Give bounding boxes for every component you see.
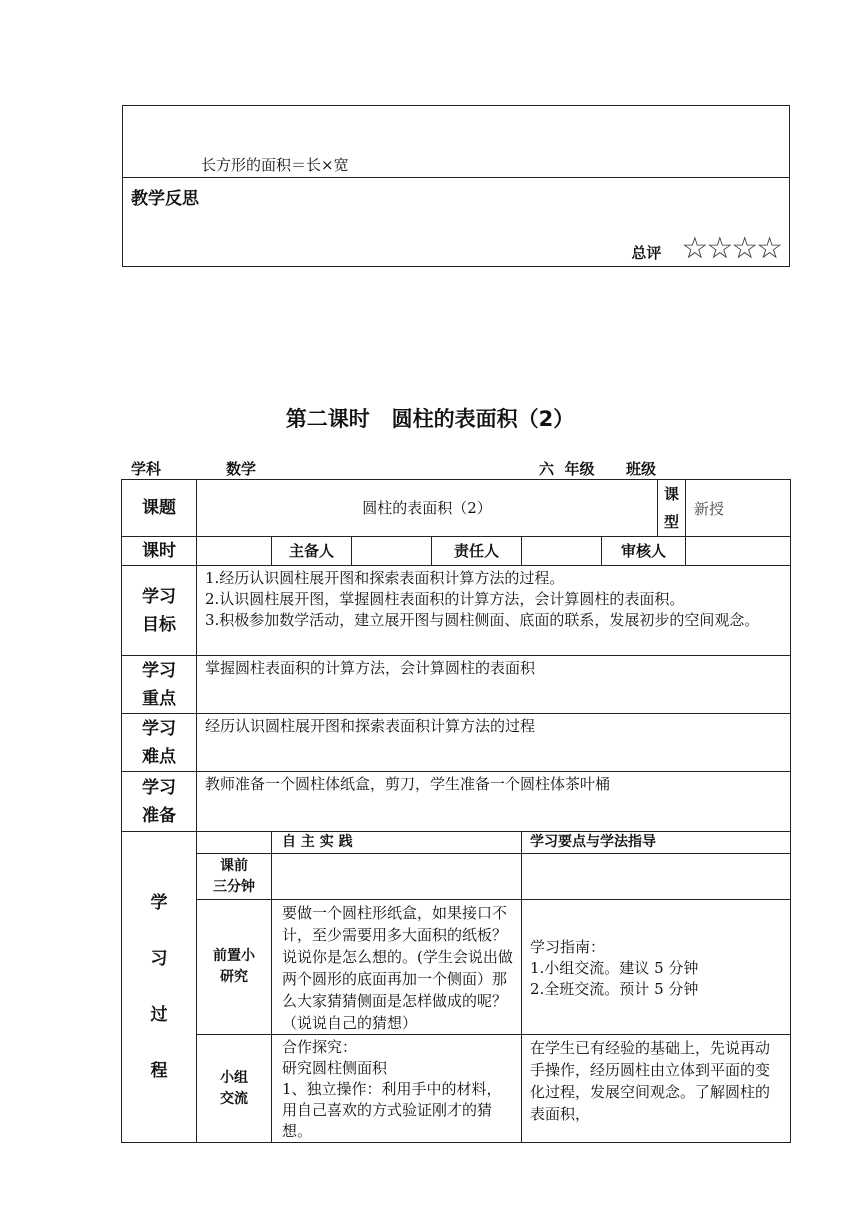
objectives-label: 学习 目标 (122, 566, 197, 656)
responsible-value (522, 537, 602, 566)
topic-label: 课题 (122, 480, 197, 537)
previous-lesson-table (122, 105, 790, 267)
subject-value: 数学 (226, 460, 257, 478)
key-label: 学习 重点 (122, 656, 197, 714)
grade-value: 六 年级 (539, 460, 595, 478)
guide-pre-study: 学习指南： 1.小组交流。建议 5 分钟 2.全班交流。预计 5 分钟 (522, 900, 791, 1035)
type-label: 课型 (658, 480, 686, 537)
reviewer-label: 审核人 (602, 537, 686, 566)
objective-1: 1.经历认识圆柱展开图和探索表面积计算方法的过程。 (205, 569, 565, 587)
reflection-label: 教学反思 (131, 189, 199, 209)
process-label: 学 习 过 程 (122, 832, 197, 1143)
prep-text: 教师准备一个圆柱体纸盒，剪刀，学生准备一个圆柱体茶叶桶 (197, 772, 791, 832)
rating-label: 总评 (631, 244, 662, 262)
practice-group-exchange: 合作探究： 研究圆柱侧面积 1、独立操作：利用手中的材料，用自己喜欢的方式验证刚才的猜想。 (272, 1035, 522, 1143)
objective-2: 2.认识圆柱展开图，掌握圆柱表面积的计算方法，会计算圆柱的表面积。 (205, 590, 685, 608)
objective-3: 3.积极参加数学活动，建立展开图与圆柱侧面、底面的联系，发展初步的空间观念。 (205, 611, 760, 629)
prep-label: 学习 准备 (122, 772, 197, 832)
guide-group-exchange: 在学生已有经验的基础上，先说再动手操作，经历圆柱由立体到平面的变化过程，发展空间观念。了解圆柱的表面积， (522, 1035, 791, 1143)
reflection-cell (123, 178, 790, 267)
responsible-label: 责任人 (432, 537, 522, 566)
formula-cell (123, 106, 790, 178)
period-label: 课时 (122, 537, 197, 566)
practice-header: 自 主 实 践 (272, 832, 522, 854)
practice-before-class (272, 854, 522, 900)
lesson-plan-table (121, 479, 791, 1143)
formula-text: 长方形的面积＝长×宽 (201, 156, 349, 174)
topic-value: 圆柱的表面积（2） (197, 480, 658, 537)
preparer-value (352, 537, 432, 566)
reviewer-value (686, 537, 791, 566)
lesson-title: 第二课时 圆柱的表面积（2） (285, 407, 575, 431)
class-label: 班级 (626, 460, 657, 478)
rating-area (631, 231, 781, 266)
star-rating-icon: ☆☆☆☆ (681, 231, 781, 266)
type-value: 新授 (686, 480, 791, 537)
stage-before-class: 课前 三分钟 (197, 854, 272, 900)
guide-header: 学习要点与学法指导 (522, 832, 791, 854)
difficulty-label: 学习 难点 (122, 714, 197, 772)
stage-pre-study: 前置小 研究 (197, 900, 272, 1035)
period-value (197, 537, 272, 566)
stage-header (197, 832, 272, 854)
key-text: 掌握圆柱表面积的计算方法，会计算圆柱的表面积 (197, 656, 791, 714)
objectives-cell (197, 566, 791, 656)
guide-before-class (522, 854, 791, 900)
stage-group-exchange: 小组 交流 (197, 1035, 272, 1143)
difficulty-text: 经历认识圆柱展开图和探索表面积计算方法的过程 (197, 714, 791, 772)
subject-label: 学科 (131, 460, 162, 478)
preparer-label: 主备人 (272, 537, 352, 566)
practice-pre-study: 要做一个圆柱形纸盒，如果接口不计，至少需要用多大面积的纸板？说说你是怎么想的。(学生会说出做两个圆形的底面再加一个侧面）那么大家猜猜侧面是怎样做成的呢？（说说自己的猜想） (272, 900, 522, 1035)
